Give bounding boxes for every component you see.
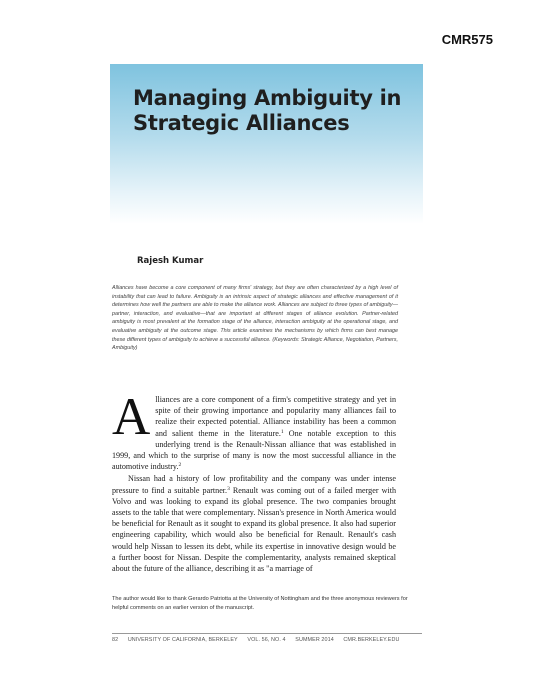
body-paragraph-2 [112,473,396,574]
article-body [112,388,396,574]
drop-cap: A [112,388,151,446]
footnote-ref-3: 3 [227,485,230,492]
body-paragraph-1 [112,388,396,472]
document-code: CMR575 [441,32,493,47]
page-footer [112,633,422,643]
issue-season: SUMMER 2014 [295,637,334,643]
acknowledgment-footnote: The author would like to thank Gerardo Patriotta at the University of Nottingham and the three anonymous reviewers for helpful comments on an earlier version of the manuscript. [112,596,408,611]
paragraph-1-text-b: One notable exception to this underlying trend is the Renault-Nissan alliance that was established in 1999, and which to the surprise of many is now the most successful alliance in the automotive industry. [112,428,396,472]
footnote-ref-2: 2 [178,462,182,469]
article-title-line-2: Strategic Alliances [133,111,350,135]
volume-number: VOL. 56, NO. 4 [247,637,286,643]
paragraph-1-text-a: lliances are a core component of a firm's competitive strategy and yet in spite of their growing importance and popularity many alliances fail to realize their expected potential. Alliance instability has been a common and salient theme in the literature. [155,395,396,438]
journal-website: CMR.BERKELEY.EDU [343,637,400,643]
article-title-line-1: Managing Ambiguity in [133,86,402,110]
article-title [133,86,413,136]
paragraph-2-text-a: Nissan had a history of low profitability and the company was under intense pressure to find a suitable partner. [112,474,396,495]
paragraph-2-text-b: Renault was coming out of a failed merger with Volvo and was looking to expand its global presence. The two companies brought assets to the table that were complementary. Nissan's presence in North America would be beneficial for Renault as it sought to expand its global presence. It also had superior engineering capability, which would also be beneficial for Renault. Renault's cash would help Nissan to lessen its debt, while its expertise in innovative design would be a further boost for Nissan. Despite the complementarity, analysts remained skeptical about the future of the alliance, describing it as "a marriage of [112,485,396,574]
footnote-ref-1: 1 [280,428,284,435]
page-number: 82 [112,637,119,643]
publisher-name: UNIVERSITY OF CALIFORNIA, BERKELEY [127,637,238,643]
abstract: Alliances have become a core component of many firms' strategy, but they are often characterized by a high level of instability that can lead to failure. Ambiguity is an intrinsic aspect of strategic alliances and effective management of it determines how well the partners are able to make the alliance work. Alliances are subject to three types of ambiguity—partner, interaction, and evaluative—that are important at different stages of alliance evolution. Partner-related ambiguity is most prevalent at the formation stage of the alliance, interaction ambiguity at the operational stage, and evaluative ambiguity at the outcome stage. This article examines the mechanisms by which firms can best manage these different types of ambiguity to achieve a successful alliance. (Keywords: Strategic Alliance, Negotiation, Partners, Ambiguity) [112,285,398,352]
author-name: Rajesh Kumar [137,256,204,266]
